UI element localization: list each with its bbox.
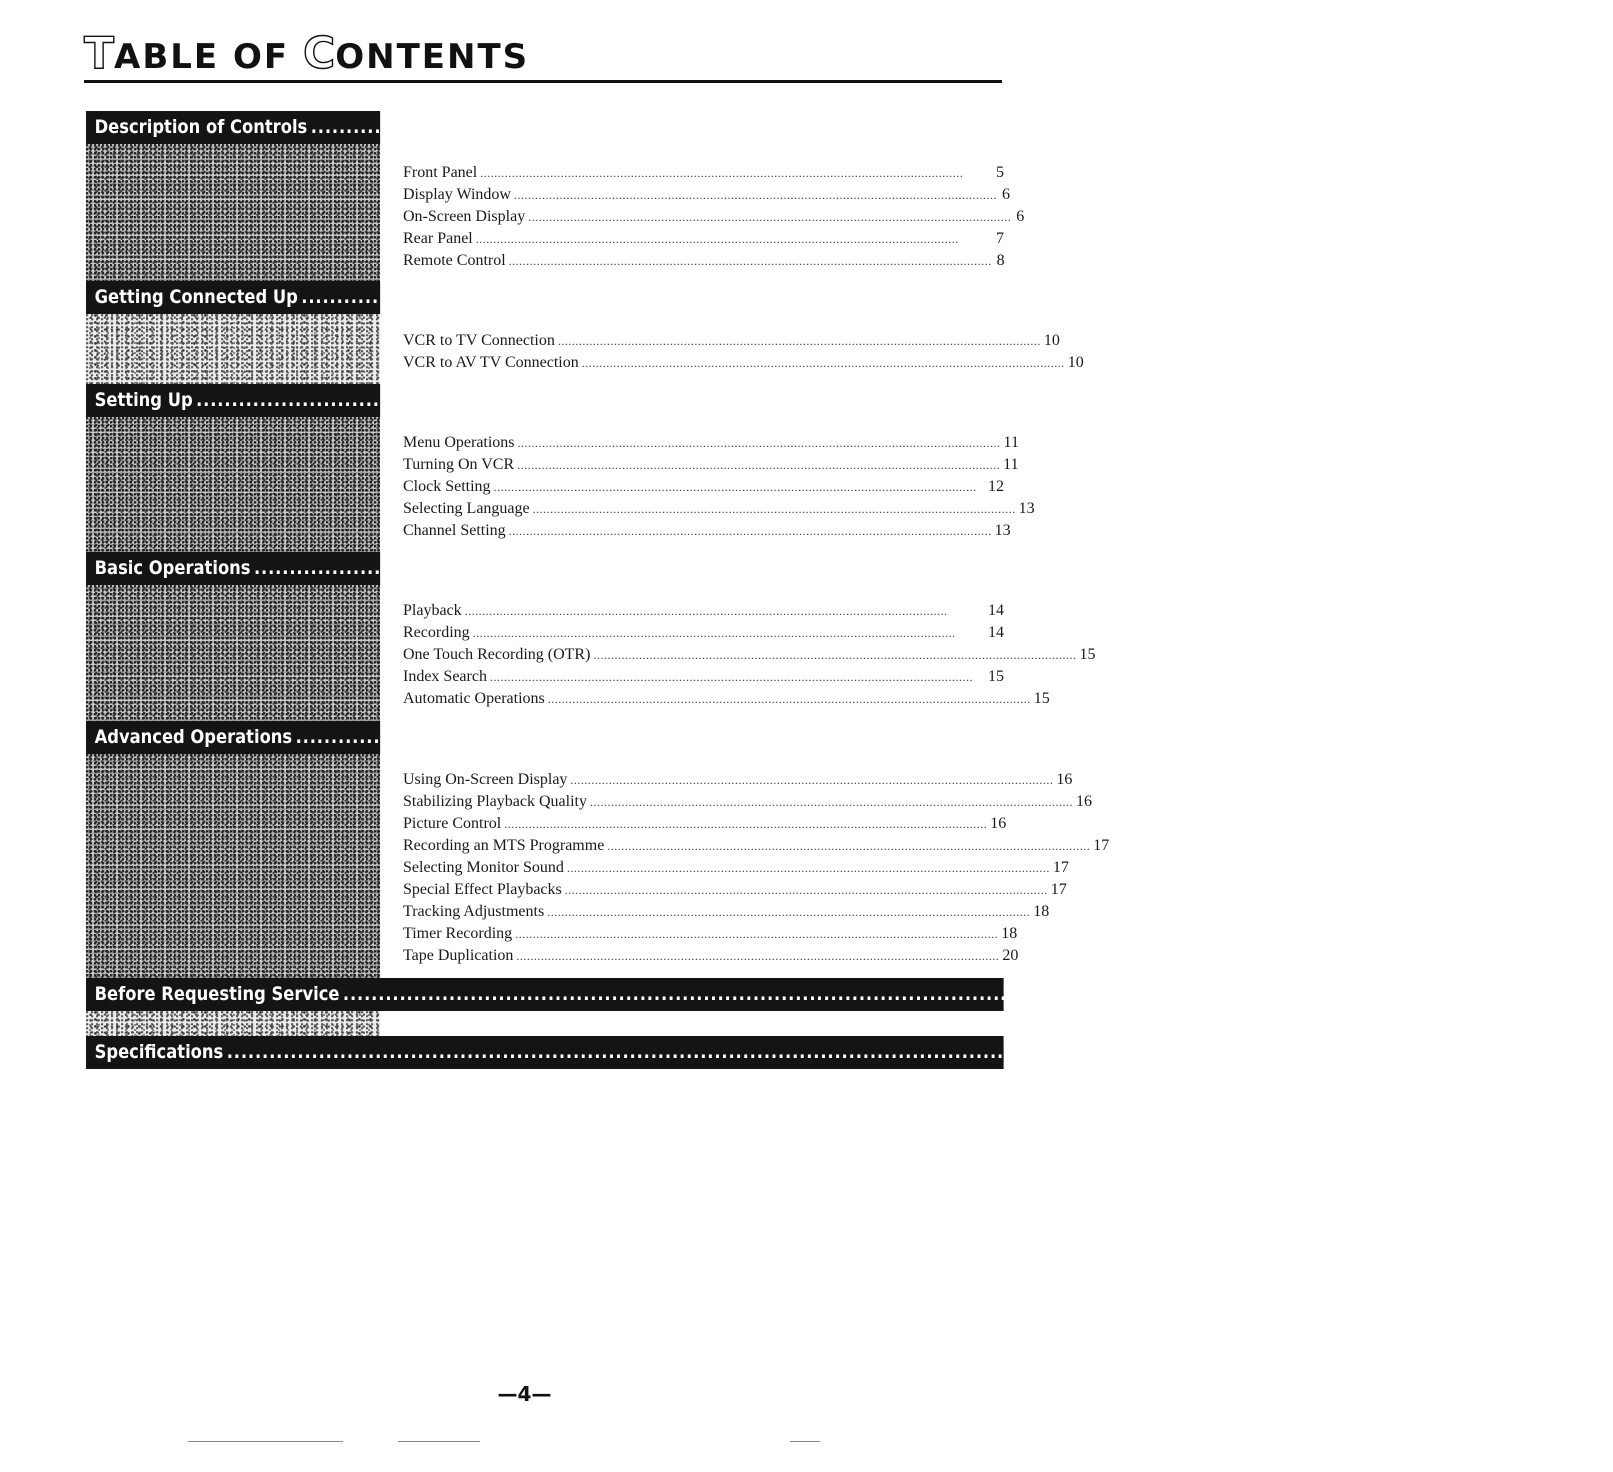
- toc-entry[interactable]: Automatic Operations .......................................................................................................................................... 15: [403, 690, 1050, 707]
- toc-entry[interactable]: VCR to TV Connection .......................................................................................................................................... 10: [403, 332, 1060, 349]
- section-label: Before Requesting Service: [94, 983, 340, 1005]
- toc-entry[interactable]: Selecting Monitor Sound .......................................................................................................................................... 17: [403, 859, 1069, 876]
- section-advanced-operations[interactable]: [86, 721, 605, 754]
- section-page: 14: [540, 557, 563, 579]
- leader-dots: ................................................................................................................................................................................: [226, 1041, 1471, 1063]
- leader-dots: ........................................: [310, 116, 594, 138]
- toc-entry[interactable]: Timer Recording .......................................................................................................................................... 18: [403, 925, 1018, 942]
- toc-entry[interactable]: Recording an MTS Programme .......................................................................................................................................... 17: [403, 837, 1110, 854]
- leader-dots: ........................................: [196, 389, 479, 411]
- toc-entry[interactable]: Channel Setting .......................................................................................................................................... 13: [403, 522, 1011, 539]
- entries-basic-operations: [403, 600, 1096, 710]
- scanned-texture: [86, 754, 380, 978]
- toc-entry[interactable]: Menu Operations .......................................................................................................................................... 11: [403, 434, 1019, 451]
- toc-entry[interactable]: Display Window .......................................................................................................................................... 6: [403, 186, 1010, 203]
- toc-entry[interactable]: Remote Control .......................................................................................................................................... 8: [403, 252, 1005, 269]
- section-page: 22: [1473, 1041, 1497, 1063]
- section-getting-connected-up[interactable]: [86, 281, 611, 314]
- section-page: 16: [581, 726, 605, 748]
- title-rule: [84, 80, 1002, 83]
- section-label: Setting Up: [94, 389, 193, 411]
- section-specifications[interactable]: [86, 1036, 1497, 1069]
- toc-entry[interactable]: Rear Panel .......................................................................................................................................... 7: [403, 230, 1004, 247]
- section-setting-up[interactable]: [86, 384, 505, 417]
- toc-entry[interactable]: Stabilizing Playback Quality .......................................................................................................................................... 16: [403, 793, 1092, 810]
- section-page: 11: [482, 389, 505, 411]
- section-page: 10: [587, 286, 611, 308]
- scanned-texture: [86, 585, 380, 721]
- toc-entry[interactable]: Index Search .......................................................................................................................................... 15: [403, 668, 1004, 685]
- scan-artifact: [188, 1441, 343, 1442]
- section-description-of-controls[interactable]: [86, 111, 609, 144]
- scanned-texture: [86, 144, 380, 281]
- leader-dots: ........................................: [295, 726, 579, 748]
- toc-entry[interactable]: Picture Control .......................................................................................................................................... 16: [403, 815, 1007, 832]
- scan-artifact: [790, 1441, 820, 1442]
- toc-entry[interactable]: On-Screen Display .......................................................................................................................................... 6: [403, 208, 1025, 225]
- page-number: —4—: [497, 1382, 552, 1406]
- toc-entry[interactable]: One Touch Recording (OTR) .......................................................................................................................................... 15: [403, 646, 1096, 663]
- title-initial-c: C: [302, 28, 336, 79]
- leader-dots: ................................................................................................................................................................................: [342, 983, 1587, 1005]
- entries-setting-up: [403, 432, 1035, 542]
- toc-entry[interactable]: Tape Duplication .......................................................................................................................................... 20: [403, 947, 1019, 964]
- toc-entry[interactable]: Using On-Screen Display .......................................................................................................................................... 16: [403, 771, 1073, 788]
- scanned-texture: [86, 1011, 380, 1036]
- toc-entry[interactable]: Selecting Language .......................................................................................................................................... 13: [403, 500, 1035, 517]
- leader-dots: ........................................: [253, 557, 537, 579]
- entries-advanced-operations: [403, 769, 1110, 967]
- page-title: [84, 28, 529, 79]
- section-basic-operations[interactable]: [86, 552, 563, 585]
- scanned-texture: [86, 417, 380, 552]
- leader-dots: ........................................: [301, 286, 584, 308]
- title-initial-t: T: [84, 28, 115, 79]
- section-label: Specifications: [94, 1041, 224, 1063]
- toc-entry[interactable]: Playback .......................................................................................................................................... 14: [403, 602, 1004, 619]
- section-page: 21: [1590, 983, 1613, 1005]
- section-page: 5: [596, 116, 609, 138]
- toc-entry[interactable]: Turning On VCR .......................................................................................................................................... 11: [403, 456, 1019, 473]
- toc-entry[interactable]: Front Panel .......................................................................................................................................... 5: [403, 164, 1004, 181]
- entries-description-of-controls: [403, 162, 1025, 272]
- title-rest-1: ABLE OF: [114, 37, 303, 77]
- section-label: Getting Connected Up: [94, 286, 298, 308]
- toc-entry[interactable]: Clock Setting .......................................................................................................................................... 12: [403, 478, 1004, 495]
- scanned-texture: [86, 314, 380, 384]
- title-rest-2: ONTENTS: [335, 37, 530, 77]
- section-label: Basic Operations: [94, 557, 251, 579]
- toc-entry[interactable]: Recording .......................................................................................................................................... 14: [403, 624, 1004, 641]
- section-label: Description of Controls: [94, 116, 308, 138]
- section-label: Advanced Operations: [94, 726, 293, 748]
- toc-entry[interactable]: VCR to AV TV Connection .......................................................................................................................................... 10: [403, 354, 1084, 371]
- scan-artifact: [398, 1441, 480, 1442]
- section-before-requesting-service[interactable]: [86, 978, 1613, 1011]
- toc-entry[interactable]: Tracking Adjustments .......................................................................................................................................... 18: [403, 903, 1050, 920]
- entries-getting-connected-up: [403, 330, 1084, 374]
- toc-entry[interactable]: Special Effect Playbacks .......................................................................................................................................... 17: [403, 881, 1067, 898]
